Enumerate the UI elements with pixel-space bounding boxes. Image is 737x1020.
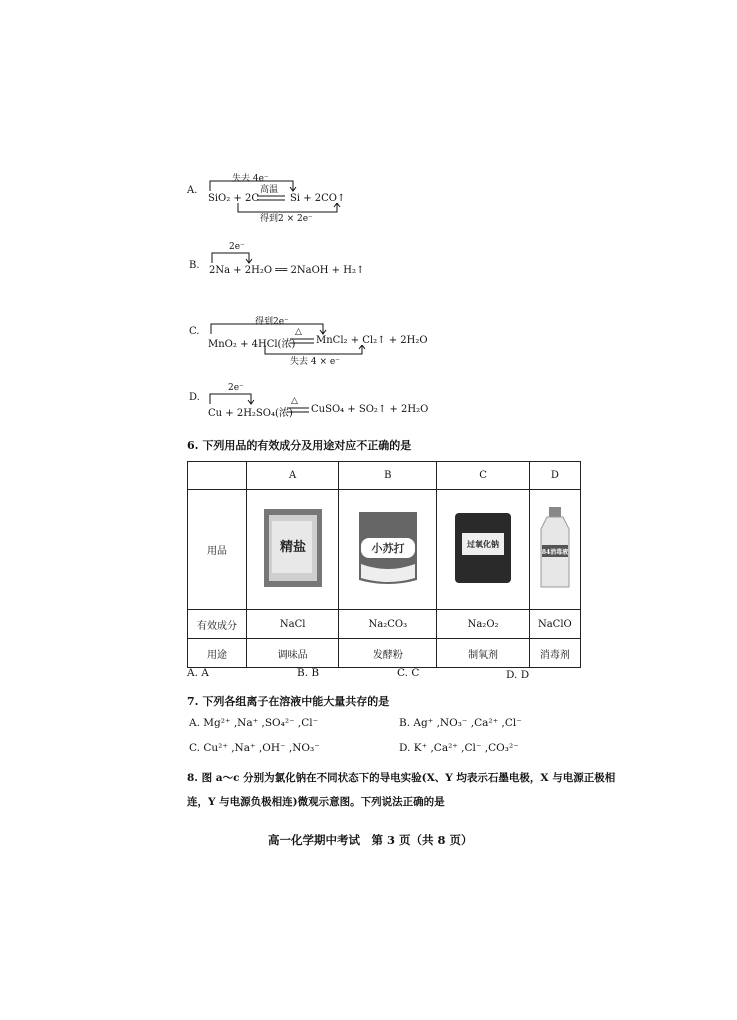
ingredient-cell: Na₂CO₃ bbox=[339, 610, 437, 639]
option-label: D. bbox=[189, 392, 200, 403]
q7-choice-d: D. K⁺ ,Ca²⁺ ,Cl⁻ ,CO₃²⁻ bbox=[399, 742, 519, 754]
use-cell: 发酵粉 bbox=[339, 639, 437, 668]
equation-right: MnCl₂ + Cl₂↑ + 2H₂O bbox=[316, 335, 428, 346]
equation-right: Si + 2CO↑ bbox=[290, 193, 346, 204]
reaction-condition: △ bbox=[295, 327, 302, 337]
q6-choice-b: B. B bbox=[297, 667, 320, 679]
electron-transfer-bracket bbox=[207, 391, 257, 405]
table-row-ingredients bbox=[188, 610, 581, 639]
salt-package-text: 精盐 bbox=[279, 540, 306, 555]
q6-choice-d: D. D bbox=[506, 669, 530, 681]
item-image-cell bbox=[247, 490, 339, 610]
ingredient-cell: Na₂O₂ bbox=[437, 610, 529, 639]
use-cell: 制氧剂 bbox=[437, 639, 529, 668]
equals-sign bbox=[287, 406, 309, 414]
q7-choice-b: B. Ag⁺ ,NO₃⁻ ,Ca²⁺ ,Cl⁻ bbox=[399, 717, 522, 729]
q7-choice-c: C. Cu²⁺ ,Na⁺ ,OH⁻ ,NO₃⁻ bbox=[189, 742, 320, 754]
use-cell: 调味品 bbox=[247, 639, 339, 668]
ingredient-cell: NaCl bbox=[247, 610, 339, 639]
q8-stem-line-2: 连，Y 与电源负极相连)微观示意图。下列说法正确的是 bbox=[187, 796, 445, 808]
row-label: 有效成分 bbox=[188, 610, 247, 639]
sodium-peroxide-jar-text: 过氧化钠 bbox=[467, 539, 500, 549]
column-header: B bbox=[339, 462, 437, 490]
equation-left: SiO₂ + 2C bbox=[208, 193, 260, 204]
electron-gain-note: 得到2e⁻ bbox=[255, 317, 289, 327]
electron-loss-note: 失去 4 × e⁻ bbox=[290, 357, 340, 367]
reaction-condition: △ bbox=[291, 396, 298, 406]
item-image-cell bbox=[437, 490, 529, 610]
page-footer: 高一化学期中考试 第 3 页（共 8 页） bbox=[268, 833, 473, 847]
q7-stem: 7. 下列各组离子在溶液中能大量共存的是 bbox=[187, 695, 390, 708]
disinfectant-bottle-icon bbox=[538, 505, 572, 591]
baking-soda-bag-icon bbox=[355, 508, 421, 588]
column-header: C bbox=[437, 462, 529, 490]
salt-package-icon bbox=[262, 507, 324, 589]
sodium-peroxide-jar-icon bbox=[452, 509, 514, 587]
equation: 2Na + 2H₂O ══ 2NaOH + H₂↑ bbox=[209, 265, 365, 276]
row-label: 用途 bbox=[188, 639, 247, 668]
item-image-cell bbox=[529, 490, 580, 610]
q6-stem: 6. 下列用品的有效成分及用途对应不正确的是 bbox=[187, 439, 412, 452]
electron-transfer-top-bracket bbox=[205, 178, 305, 192]
equals-sign bbox=[290, 337, 314, 345]
option-label: B. bbox=[189, 260, 200, 271]
equation-left: MnO₂ + 4HCl(浓) bbox=[208, 339, 296, 350]
reaction-condition: 高温 bbox=[260, 185, 279, 195]
column-header: D bbox=[529, 462, 580, 490]
baking-soda-bag-text: 小苏打 bbox=[371, 542, 405, 555]
disinfectant-bottle-text: 84消毒液 bbox=[541, 549, 569, 556]
q6-table bbox=[187, 461, 581, 668]
option-label: A. bbox=[187, 185, 198, 196]
table-row-items bbox=[188, 490, 581, 610]
q6-choice-c: C. C bbox=[397, 667, 420, 679]
q8-stem-line-1: 8. 图 a～c 分别为氯化钠在不同状态下的导电实验(X、Y 均表示石墨电极，X 与电源正极相 bbox=[187, 772, 616, 784]
equals-sign bbox=[257, 194, 285, 202]
option-label: C. bbox=[189, 326, 200, 337]
electron-transfer-bracket bbox=[209, 250, 259, 264]
electron-transfer-note: 2e⁻ bbox=[228, 383, 244, 393]
electron-transfer-note: 2e⁻ bbox=[229, 242, 245, 252]
row-label: 用品 bbox=[188, 490, 247, 610]
ingredient-cell: NaClO bbox=[529, 610, 580, 639]
use-cell: 消毒剂 bbox=[529, 639, 580, 668]
q6-choice-a: A. A bbox=[187, 667, 209, 679]
table-header-row bbox=[188, 462, 581, 490]
electron-loss-note: 失去 4e⁻ bbox=[232, 174, 269, 184]
equation-left: Cu + 2H₂SO₄(浓) bbox=[208, 408, 293, 419]
header-corner bbox=[188, 462, 247, 490]
table-row-uses bbox=[188, 639, 581, 668]
item-image-cell bbox=[339, 490, 437, 610]
q7-choice-a: A. Mg²⁺ ,Na⁺ ,SO₄²⁻ ,Cl⁻ bbox=[189, 717, 319, 729]
column-header: A bbox=[247, 462, 339, 490]
equation-right: CuSO₄ + SO₂↑ + 2H₂O bbox=[311, 404, 429, 415]
electron-transfer-top-bracket bbox=[207, 321, 332, 335]
electron-gain-note: 得到2 × 2e⁻ bbox=[260, 214, 313, 224]
